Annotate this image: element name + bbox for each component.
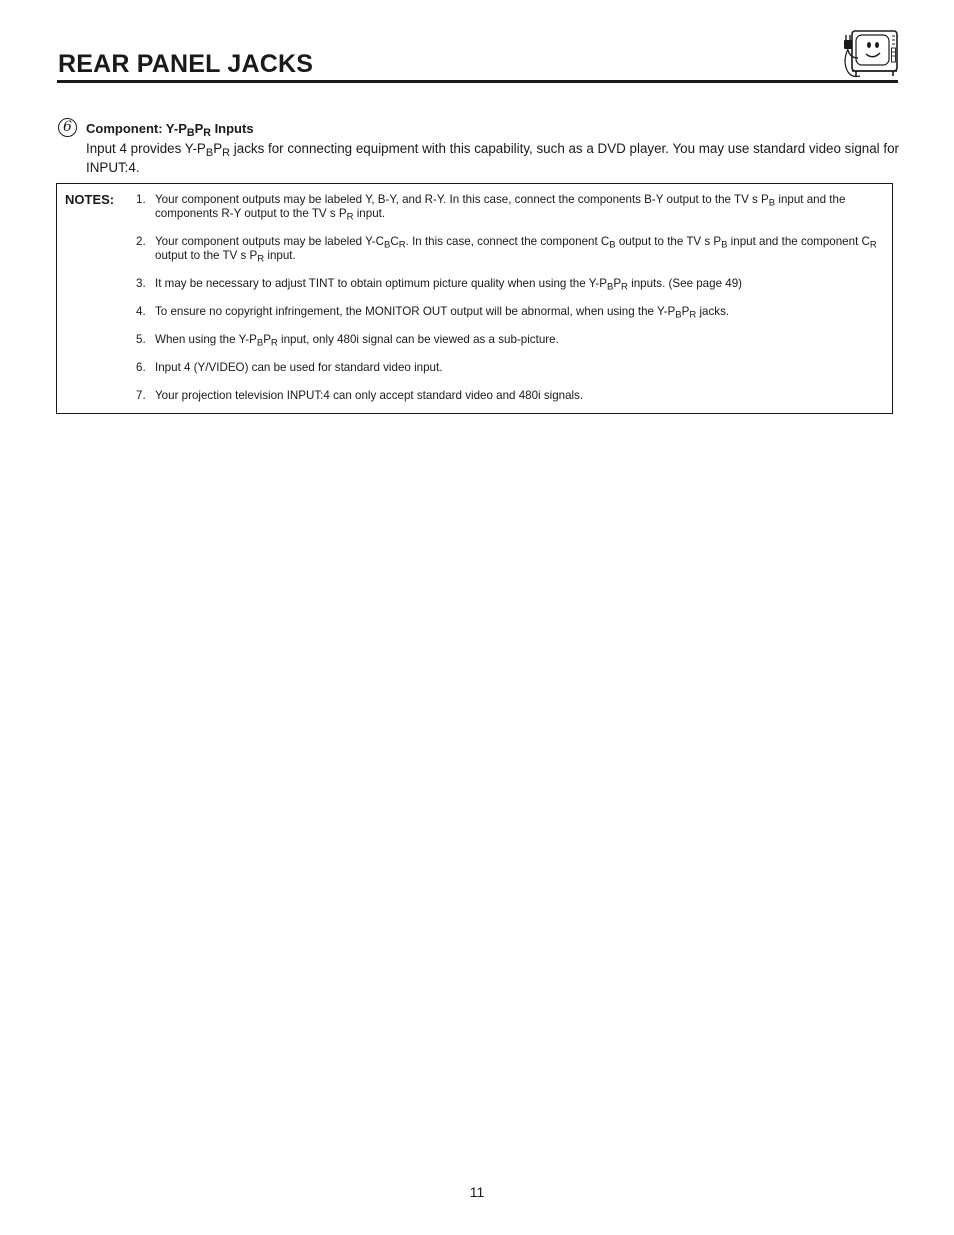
note-number: 6. [136, 361, 146, 374]
note-text: Your projection television INPUT:4 can only accept standard video and 480i signals. [155, 389, 584, 402]
note-text: It may be necessary to adjust TINT to obtain optimum picture quality when using the $Y-P_BP_R$ inputs. (See page 49) [155, 277, 743, 293]
section-body: Input 4 provides $Y-P_BP_R$ jacks for connecting equipment with this capability, such as a DVD player. You may use standard video signal for INPUT:4. [86, 141, 900, 175]
notes-label: NOTES: [65, 192, 115, 207]
note-number: 3. [136, 277, 146, 290]
note-text: Your component outputs may be labeled Y, B-Y, and R-Y. In this case, connect the components B-Y output to the TV s $P_B$ input and the components R-Y output to the TV s $P_R$ input. [155, 193, 846, 223]
section-heading: Component: $Y-P_BP_R$ Inputs [86, 121, 254, 139]
note-item-6 [136, 361, 888, 375]
tv-mascot-icon [838, 28, 900, 80]
note-text: When using the $Y-P_BP_R$ input, only 480i signal can be viewed as a sub-picture. [155, 333, 559, 349]
note-item-7 [136, 389, 888, 403]
note-number: 5. [136, 333, 146, 346]
note-number: 1. [136, 193, 146, 206]
note-item-5 [136, 333, 888, 347]
note-item-1 [136, 193, 888, 221]
title-rule [57, 80, 898, 83]
note-number: 7. [136, 389, 146, 402]
section-number-badge: 6 [58, 118, 77, 137]
notes-list [136, 193, 888, 417]
note-text: To ensure no copyright infringement, the MONITOR OUT output will be abnormal, when using the $Y-P_BP_R$ jacks. [155, 305, 730, 321]
page-number: 11 [469, 1184, 485, 1200]
note-text: Input 4 (Y/VIDEO) can be used for standard video input. [155, 361, 443, 374]
note-text: Your component outputs may be labeled $Y-C_BC_R$. In this case, connect the component $C_B$ output to the TV s $P_B$ input and the component $C_R$ output to the TV s $P_R$ input. [155, 235, 877, 265]
note-number: 4. [136, 305, 146, 318]
notes-box [56, 183, 893, 414]
note-number: 2. [136, 235, 146, 248]
page-title: REAR PANEL JACKS [58, 50, 314, 78]
note-item-3 [136, 277, 888, 291]
note-item-4 [136, 305, 888, 319]
note-item-2 [136, 235, 888, 263]
